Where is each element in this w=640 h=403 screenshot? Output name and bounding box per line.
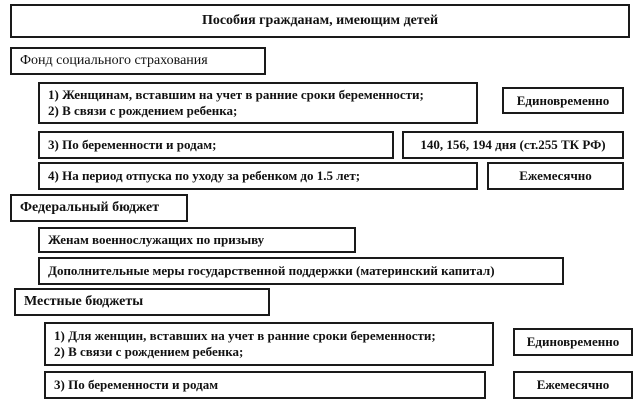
fss-item-2 xyxy=(38,131,394,159)
federal-item-1-text: Женам военнослужащих по призыву xyxy=(48,232,265,247)
fss-item-1 xyxy=(38,82,478,124)
local-item-2-value-text: Ежемесячно xyxy=(536,377,610,392)
fss-item-3-value xyxy=(487,162,624,190)
fss-item-1-value xyxy=(502,87,624,114)
local-header xyxy=(14,288,270,316)
local-item-1 xyxy=(44,322,494,366)
fss-item-2-value-text: 140, 156, 194 дня (ст.255 ТК РФ) xyxy=(420,137,606,152)
federal-item-2 xyxy=(38,257,564,285)
federal-item-1 xyxy=(38,227,356,253)
local-item-1-line-1: 1) Для женщин, вставших на учет в ранние сроки беременности; xyxy=(54,328,436,343)
diagram-title-text: Пособия гражданам, имеющим детей xyxy=(201,13,439,28)
local-item-2-value xyxy=(513,371,633,399)
federal-header-text: Федеральный бюджет xyxy=(20,200,160,215)
federal-header xyxy=(10,194,188,222)
fss-item-1-line-1: 1) Женщинам, вставшим на учет в ранние сроки беременности; xyxy=(48,87,424,102)
fss-header xyxy=(10,47,266,75)
local-header-text: Местные бюджеты xyxy=(24,294,144,309)
fss-item-3-text: 4) На период отпуска по уходу за ребенком до 1.5 лет; xyxy=(48,168,361,183)
fss-item-2-text: 3) По беременности и родам; xyxy=(48,137,217,152)
local-item-2 xyxy=(44,371,486,399)
fss-item-2-value xyxy=(402,131,624,159)
diagram-title xyxy=(10,4,630,38)
fss-item-3 xyxy=(38,162,478,190)
federal-item-2-text: Дополнительные меры государственной поддержки (материнский капитал) xyxy=(48,263,495,278)
local-item-1-value-text: Единовременно xyxy=(526,334,620,349)
local-item-1-value xyxy=(513,328,633,356)
fss-item-1-value-text: Единовременно xyxy=(516,92,610,108)
fss-item-3-value-text: Ежемесячно xyxy=(519,168,592,183)
local-item-1-line-2: 2) В связи с рождением ребенка; xyxy=(54,344,244,359)
local-item-2-text: 3) По беременности и родам xyxy=(54,377,219,392)
fss-item-1-line-2: 2) В связи с рождением ребенка; xyxy=(48,103,238,118)
fss-header-text: Фонд социального страхования xyxy=(20,53,208,68)
